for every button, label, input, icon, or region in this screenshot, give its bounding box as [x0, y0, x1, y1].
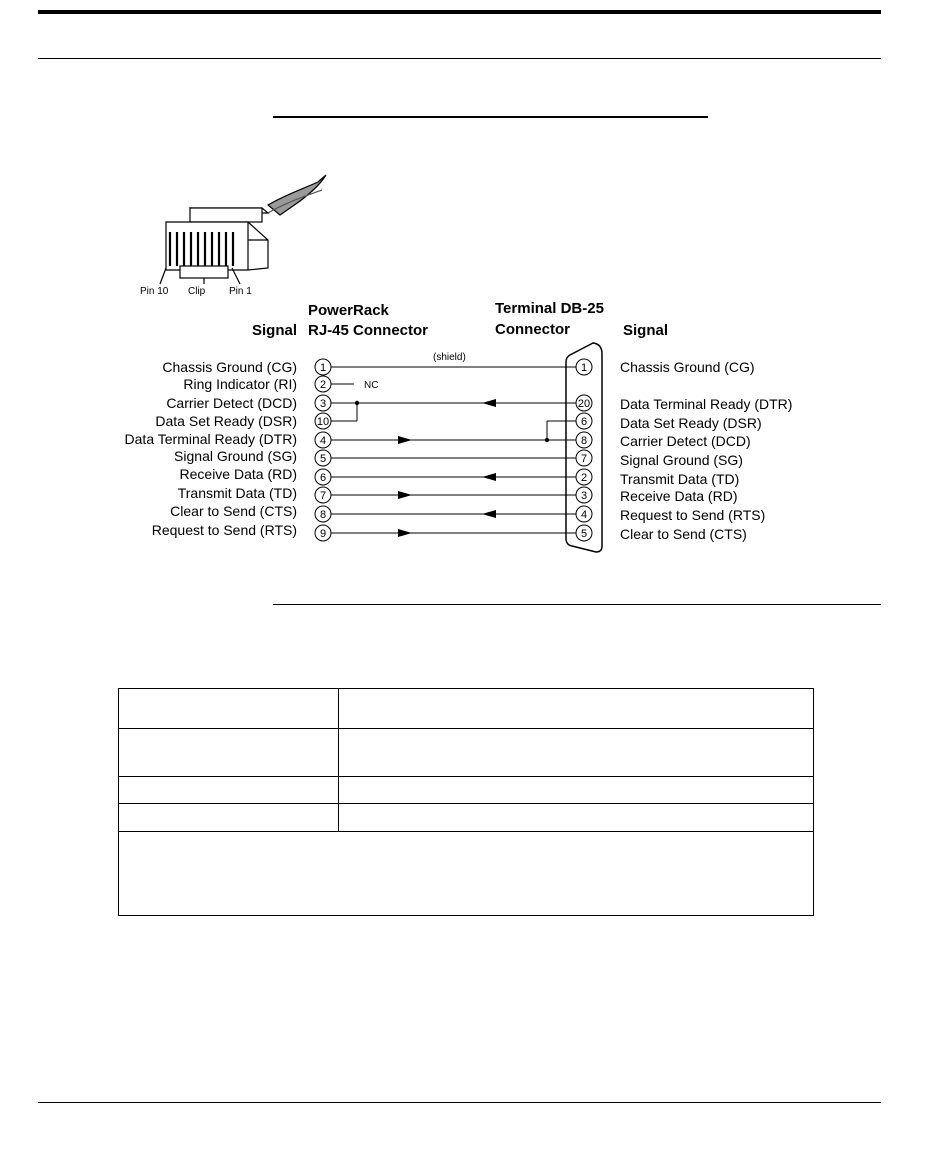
left-pin-9: 9: [319, 528, 327, 540]
shield-label: (shield): [433, 352, 466, 363]
left-pin-2: 2: [319, 379, 327, 391]
table-cell: [339, 689, 814, 729]
left-pin-6: 6: [319, 472, 327, 484]
left-pin-3: 3: [319, 398, 327, 410]
right-signal-cts: Clear to Send (CTS): [620, 526, 747, 542]
left-signal-sg: Signal Ground (SG): [174, 448, 297, 464]
header-signal-right: Signal: [623, 322, 669, 339]
right-pin-3: 3: [580, 490, 588, 502]
left-signal-cg: Chassis Ground (CG): [162, 359, 297, 375]
left-signal-rd: Receive Data (RD): [179, 466, 297, 482]
table-cell: [339, 804, 814, 832]
header-connector: Connector: [495, 321, 570, 338]
right-signal-dcd: Carrier Detect (DCD): [620, 433, 751, 449]
table-row: [119, 832, 814, 916]
left-signal-ri: Ring Indicator (RI): [183, 376, 297, 392]
left-signal-dsr: Data Set Ready (DSR): [155, 413, 297, 429]
right-pin-2: 2: [580, 472, 588, 484]
signal-direction-arrows: [398, 399, 496, 537]
header-rj45-connector: RJ-45 Connector: [308, 322, 429, 339]
left-signal-td: Transmit Data (TD): [177, 485, 297, 501]
right-pin-4: 4: [580, 509, 588, 521]
table-cell: [119, 689, 339, 729]
table-row: [119, 729, 814, 777]
table-cell: [119, 804, 339, 832]
label-clip: Clip: [188, 286, 206, 297]
left-pin-10: 10: [316, 416, 330, 428]
right-pin-20: 20: [577, 398, 591, 410]
left-signal-rts: Request to Send (RTS): [151, 522, 297, 538]
right-signal-rd: Receive Data (RD): [620, 488, 738, 504]
right-signal-dsr: Data Set Ready (DSR): [620, 415, 762, 431]
right-signal-sg: Signal Ground (SG): [620, 452, 743, 468]
table-cell: [339, 777, 814, 804]
left-pin-4: 4: [319, 435, 327, 447]
table-footer-cell: [119, 832, 814, 916]
junction-dot-left: [355, 401, 359, 405]
label-pin1: Pin 1: [229, 286, 252, 297]
left-signal-dcd: Carrier Detect (DCD): [166, 395, 297, 411]
header-powerrack: PowerRack: [308, 302, 389, 319]
right-pin-8: 8: [580, 435, 588, 447]
table-cell: [119, 729, 339, 777]
wire-group: [331, 367, 576, 533]
left-pin-8: 8: [319, 509, 327, 521]
figure-bottom-rule: [273, 604, 881, 605]
table-cell: [119, 777, 339, 804]
right-pin-6: 6: [580, 416, 588, 428]
right-signal-td: Transmit Data (TD): [620, 471, 740, 487]
junction-dot-right: [545, 438, 549, 442]
nc-label: NC: [364, 380, 379, 391]
right-pin-5: 5: [580, 528, 588, 540]
right-pin-7: 7: [580, 453, 588, 465]
header-signal-left: Signal: [252, 322, 298, 339]
header-terminal-db25: Terminal DB-25: [495, 300, 604, 317]
left-pin-7: 7: [319, 490, 327, 502]
spec-table: [118, 688, 814, 916]
right-signal-cg: Chassis Ground (CG): [620, 359, 755, 375]
left-pin-5: 5: [319, 453, 327, 465]
table-row: [119, 777, 814, 804]
footer-rule: [38, 1102, 881, 1103]
label-pin10: Pin 10: [140, 286, 169, 297]
left-signal-cts: Clear to Send (CTS): [170, 503, 297, 519]
left-signal-dtr: Data Terminal Ready (DTR): [124, 431, 297, 447]
left-pin-1: 1: [319, 362, 327, 374]
table-row: [119, 804, 814, 832]
table-row: [119, 689, 814, 729]
table-cell: [339, 729, 814, 777]
right-signal-rts: Request to Send (RTS): [620, 507, 766, 523]
right-pin-1: 1: [580, 362, 588, 374]
rj45-plug-illustration: [160, 175, 326, 284]
right-signal-dtr: Data Terminal Ready (DTR): [620, 396, 793, 412]
